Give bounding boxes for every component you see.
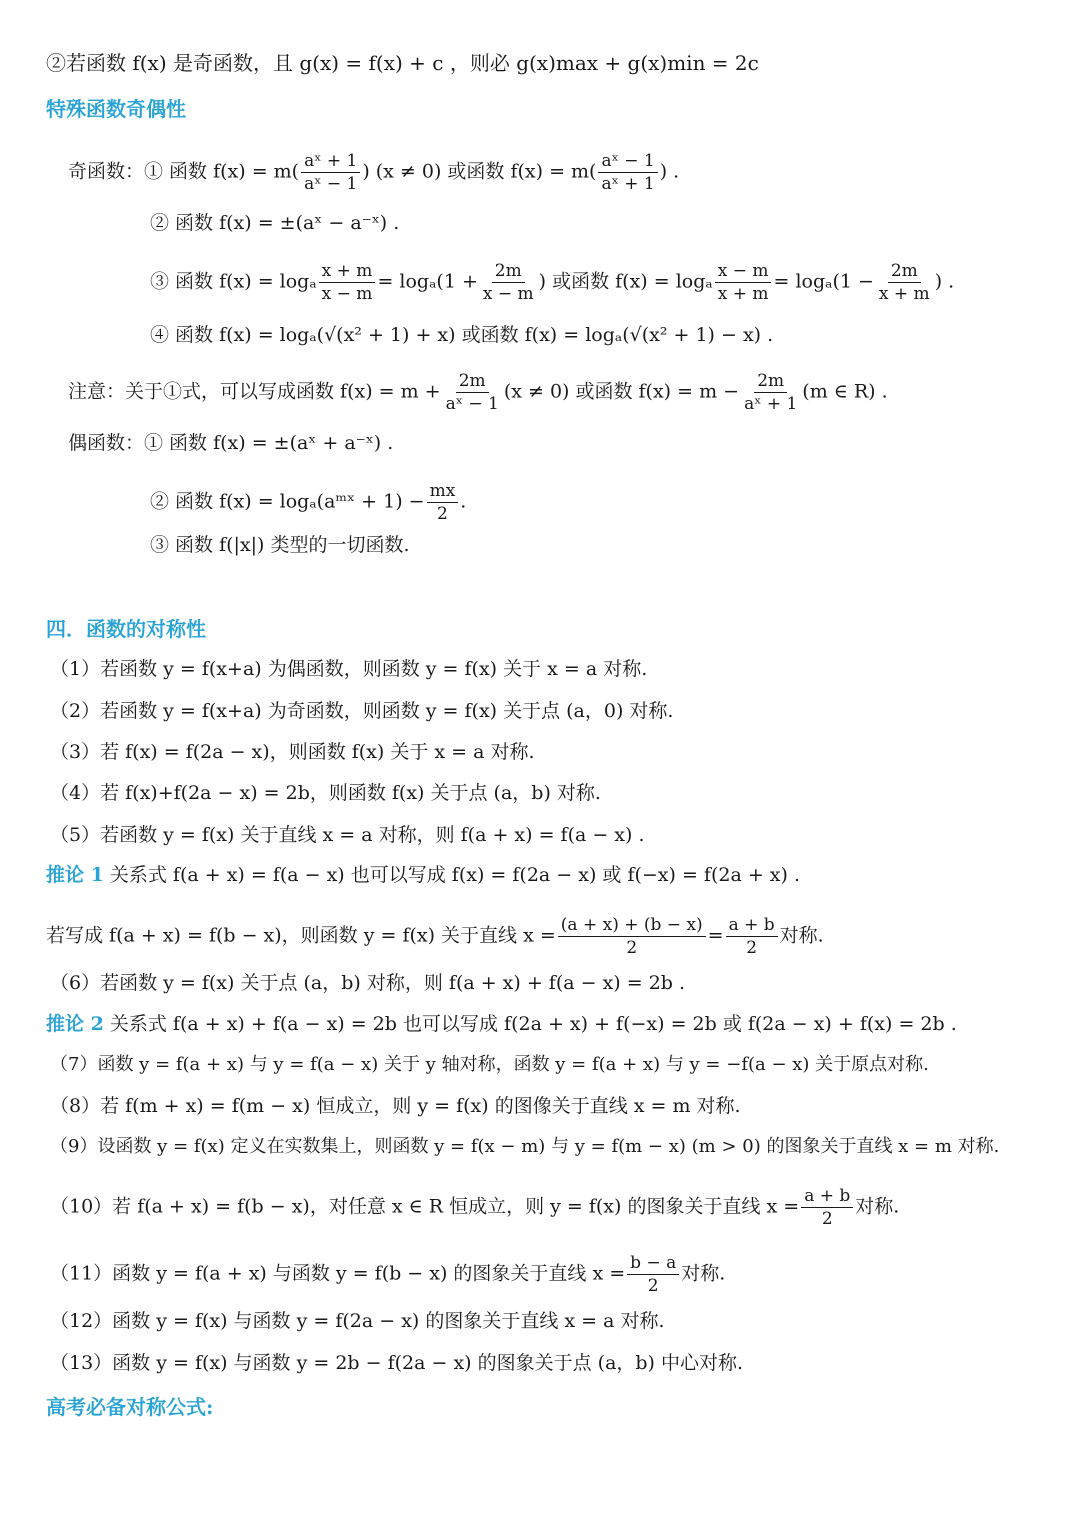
sym-item-10	[50, 1185, 899, 1230]
note-frac-1: $\frac{2m}{\text{aˣ − 1}}$	[445, 371, 499, 414]
even-l2-text-a: ② 函数 f(x) = logₐ(aᵐˣ + 1) −	[150, 490, 425, 513]
sym-item-11	[50, 1252, 725, 1297]
odd-l1-text-c: ) .	[659, 160, 680, 183]
formula-heading: 高考必备对称公式:	[46, 1395, 214, 1419]
odd-l3-frac-3: $\frac{x - m}{x + m}$	[715, 260, 772, 305]
corollary-2-label: 推论 2	[46, 1013, 104, 1035]
odd-line-1	[68, 150, 679, 195]
note-text-b: (x ≠ 0) 或函数 f(x) = m −	[503, 380, 740, 403]
sym-item-12: （12）函数 y = f(x) 与函数 y = f(2a − x) 的图象关于直线 x = a 对称.	[50, 1310, 665, 1332]
sym-item-6: （6）若函数 y = f(x) 关于点 (a，b) 对称，则 f(a + x) + f(a − x) = 2b .	[50, 972, 686, 994]
corollary-1	[46, 860, 800, 890]
note-text-c: (m ∈ R) .	[802, 380, 888, 403]
special-parity-heading: 特殊函数奇偶性	[46, 97, 186, 121]
corollary-2-text: 关系式 f(a + x) + f(a − x) = 2b 也可以写成 f(2a + x) + f(−x) = 2b 或 f(2a − x) + f(x) = 2b .	[103, 1013, 957, 1035]
even-line-3: ③ 函数 f(|x|) 类型的一切函数.	[150, 534, 410, 556]
odd-l1-text-b: ) (x ≠ 0) 或函数 f(x) = m(	[362, 160, 597, 183]
corollary-1-label: 推论 1	[46, 864, 104, 886]
i11-text-b: 对称.	[681, 1262, 726, 1285]
even-line-1: 偶函数：① 函数 f(x) = ±(aˣ + a⁻ˣ) .	[68, 432, 394, 454]
even-l2-frac: $\frac{mx}{2}$	[427, 480, 459, 525]
odd-line-4: ④ 函数 f(x) = logₐ(√(x² + 1) + x) 或函数 f(x) = logₐ(√(x² + 1) − x) .	[150, 324, 774, 346]
ext-frac-1: $\frac{(a + x) + (b - x)}{2}$	[558, 914, 706, 959]
even-l2-text-b: .	[460, 490, 467, 513]
prelude-line: ②若函数 f(x) 是奇函数，且 g(x) = f(x) + c ，则必 g(x)max + g(x)min = 2c	[46, 51, 759, 75]
odd-l3-frac-1: $\frac{x + m}{x - m}$	[319, 260, 376, 305]
sym-item-8: （8）若 f(m + x) = f(m − x) 恒成立，则 y = f(x) 的图像关于直线 x = m 对称.	[50, 1095, 741, 1117]
i11-frac: $\frac{b - a}{2}$	[627, 1252, 679, 1297]
i10-text-a: （10）若 f(a + x) = f(b − x)，对任意 x ∈ R 恒成立，则 y = f(x) 的图象关于直线 x =	[50, 1195, 800, 1218]
i10-frac: $\frac{a + b}{2}$	[801, 1185, 853, 1230]
ext-text-b: =	[707, 924, 724, 947]
odd-l3-frac-2: $\frac{2m}{x - m}$	[482, 261, 534, 304]
odd-line-3	[150, 260, 954, 305]
odd-l1-frac-1: $\frac{\text{aˣ + 1}}{\text{aˣ − 1}}$	[301, 150, 360, 195]
i10-text-b: 对称.	[855, 1195, 900, 1218]
ext-text-c: 对称.	[779, 924, 824, 947]
sym-item-5: （5）若函数 y = f(x) 关于直线 x = a 对称，则 f(a + x) = f(a − x) .	[50, 824, 645, 846]
ext-frac-2: $\frac{a + b}{2}$	[726, 914, 778, 959]
even-line-2	[150, 480, 466, 525]
odd-l3-frac-4: $\frac{2m}{x + m}$	[878, 261, 930, 304]
odd-l1-frac-2: $\frac{\text{aˣ − 1}}{\text{aˣ + 1}}$	[598, 150, 657, 195]
sym-item-1: （1）若函数 y = f(x+a) 为偶函数，则函数 y = f(x) 关于 x = a 对称.	[50, 658, 648, 680]
note-text-a: 注意：关于①式，可以写成函数 f(x) = m +	[68, 380, 441, 403]
odd-l3-text-d: = logₐ(1 −	[773, 270, 874, 293]
sym-item-4: （4）若 f(x)+f(2a − x) = 2b，则函数 f(x) 关于点 (a，b) 对称.	[50, 782, 601, 804]
odd-l3-text-b: = logₐ(1 +	[377, 270, 478, 293]
corollary-2	[46, 1009, 957, 1039]
sym-item-2: （2）若函数 y = f(x+a) 为奇函数，则函数 y = f(x) 关于点 (a，0) 对称.	[50, 700, 674, 722]
symmetry-heading: 四．函数的对称性	[46, 617, 206, 641]
ext-text-a: 若写成 f(a + x) = f(b − x)，则函数 y = f(x) 关于直线 x =	[46, 924, 556, 947]
corollary-1-extension	[46, 914, 824, 959]
odd-line-2: ② 函数 f(x) = ±(aˣ − a⁻ˣ) .	[150, 212, 400, 234]
odd-l1-text-a: 奇函数：① 函数 f(x) = m(	[68, 160, 300, 183]
i11-text-a: （11）函数 y = f(a + x) 与函数 y = f(b − x) 的图象关于直线 x =	[50, 1262, 626, 1285]
note-line	[68, 370, 888, 415]
sym-item-13: （13）函数 y = f(x) 与函数 y = 2b − f(2a − x) 的图象关于点 (a，b) 中心对称.	[50, 1352, 744, 1374]
sym-item-9: （9）设函数 y = f(x) 定义在实数集上，则函数 y = f(x − m) 与 y = f(m − x) (m > 0) 的图象关于直线 x = m 对称.	[50, 1136, 1000, 1157]
odd-l3-text-c: ) 或函数 f(x) = logₐ	[538, 270, 713, 293]
note-frac-2: $\frac{2m}{\text{aˣ + 1}}$	[744, 371, 798, 414]
odd-l3-text-a: ③ 函数 f(x) = logₐ	[150, 270, 317, 293]
odd-l3-text-e: ) .	[934, 270, 955, 293]
corollary-1-text: 关系式 f(a + x) = f(a − x) 也可以写成 f(x) = f(2a − x) 或 f(−x) = f(2a + x) .	[103, 864, 800, 886]
sym-item-7: （7）函数 y = f(a + x) 与 y = f(a − x) 关于 y 轴对称，函数 y = f(a + x) 与 y = −f(a − x) 关于原点对称.	[50, 1054, 929, 1075]
sym-item-3: （3）若 f(x) = f(2a − x)，则函数 f(x) 关于 x = a 对称.	[50, 741, 535, 763]
